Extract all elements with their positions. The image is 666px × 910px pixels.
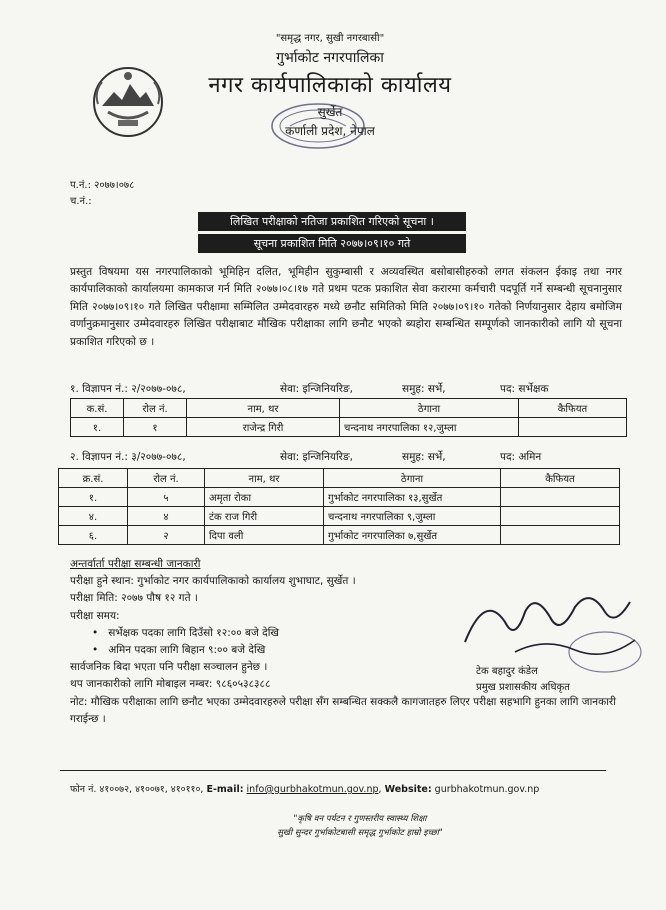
ad2-group: समुह: सर्भे, xyxy=(402,451,446,463)
col-remarks: कैफियत xyxy=(501,469,620,488)
motto: "समृद्ध नगर, सुखी नगरबासी" xyxy=(275,33,385,44)
signatory-block xyxy=(476,664,570,693)
footer-email-label: E-mail: xyxy=(206,784,244,795)
cell-address: गुर्भाकोट नगरपालिका १३,सुर्खेत xyxy=(324,488,501,507)
col-sn: क्र.सं. xyxy=(59,469,128,488)
ad1-post: पद: सर्भेक्षक xyxy=(500,383,549,395)
exam-venue: परीक्षा हुने स्थान: गुर्भाकोट नगर कार्यपालिकाको कार्यालय शुभाघाट, सुर्खेत । xyxy=(70,575,356,588)
table-row xyxy=(71,418,627,437)
cell-name: दिपा वली xyxy=(205,526,324,545)
reference-numbers xyxy=(70,178,134,210)
table-row xyxy=(59,507,620,526)
contact-mobile: थप जानकारीको लागि मोबाइल नम्बर: ९८६०५३८३८८ xyxy=(70,678,271,691)
cell-address: चन्दनाथ नगरपालिका ९,जुम्ला xyxy=(324,507,501,526)
ad2-results-table xyxy=(58,468,620,545)
signatory-name: टेक बहादुर कंडेल xyxy=(476,666,538,677)
col-address: ठेगाना xyxy=(324,469,501,488)
dispatch-number: च.नं.: xyxy=(70,196,92,207)
address-district: सुर्खेत xyxy=(317,105,343,119)
address-province: कर्णाली प्रदेश, नेपाल xyxy=(285,124,375,138)
ad1-results-table xyxy=(70,398,627,437)
footer-website-link[interactable]: gurbhakotmun.gov.np xyxy=(434,784,540,795)
exam-date: परीक्षा मिति: २०७७ पौष १२ गते । xyxy=(70,592,198,605)
col-name: नाम, थर xyxy=(205,469,324,488)
ad2-number: २. विज्ञापन नं.: ३/२०७७-०७८, xyxy=(70,451,186,463)
nepal-emblem-icon xyxy=(88,62,168,142)
cell-sn: ६. xyxy=(59,526,128,545)
signatory-title: प्रमुख प्रशासकीय अधिकृत xyxy=(476,682,570,693)
cell-name: टंक राज गिरी xyxy=(205,507,324,526)
letter-number: प.नं.: २०७७।०७८ xyxy=(70,180,135,191)
footer-phone: फोन नं. ४१००७२, ४१००७१, ४१०११०, xyxy=(70,784,204,795)
table-row xyxy=(59,488,620,507)
col-roll: रोल नं. xyxy=(124,399,187,418)
holiday-note: सार्वजनिक बिदा भएता पनि परीक्षा सञ्चालन हुनेछ । xyxy=(70,661,268,674)
cell-remarks xyxy=(501,507,620,526)
ad2-service: सेवा: इन्जिनियरिङ, xyxy=(280,451,354,463)
cell-sn: ४. xyxy=(59,507,128,526)
exam-time-label: परीक्षा समय: xyxy=(70,609,120,622)
intro-paragraph: प्रस्तुत विषयमा यस नगरपालिकाको भूमिहिन दलित, भूमिहीन सुकुम्बासी र अव्यवस्थित बसोबासीहरुको लगत संकलन ईकाइ तथा नगर कार्यपालिकाको कार्यालयमा कामकाज गर्न मिति २०७७।०८।१७ गते प्रथम पटक प्रकाशित सेवा करारमा कर्मचारी पदपूर्ति गर्ने सम्बन्धी सूचनानुसार मिति २०७७।०९।१० गते लिखित परीक्षामा सम्मिलित उम्मेदवारहरु मध्ये छनौट समितिको मिति २०७७।०९।१० गतेको निर्णयानुसार देहाय बमोजिम वर्णानुक्रमानुसार उम्मेदवारहरु लिखित परीक्षाबाट मौखिक परीक्षाका लागि छनौट भएको ब्यहोरा सम्बन्धित सम्पूर्णको जानकारीको लागि यो सूचना प्रकाशित गरिएको छ । xyxy=(70,266,622,348)
ad1-group: समुह: सर्भे, xyxy=(402,383,446,395)
interview-heading: अन्तर्वार्ता परीक्षा सम्बन्धी जानकारी xyxy=(70,558,201,570)
cell-roll: ४ xyxy=(128,507,205,526)
table-row xyxy=(59,526,620,545)
cell-sn: १. xyxy=(71,418,124,437)
candidate-note: नोट: मौखिक परीक्षाका लागि छनौट भएका उम्मेदवारहरुले परीक्षा सँग सम्बन्धित सक्कलै कागजातहरु लिएर परीक्षा सहभागि हुनका लागि जानकारी गराईन्छ । xyxy=(70,695,616,725)
slogan-line1: "कृषि वन पर्यटन र गुणस्तरीय स्वास्थ्य शिक्षा xyxy=(293,814,427,824)
table-header-row xyxy=(71,399,627,418)
office-name: नगर कार्यपालिकाको कार्यालय xyxy=(208,73,452,98)
cell-sn: १. xyxy=(59,488,128,507)
cell-remarks xyxy=(501,526,620,545)
table-header-row xyxy=(59,469,620,488)
col-sn: क.सं. xyxy=(71,399,124,418)
exam-time-amin: • अमिन पदका लागि बिहान ९:०० बजे देखि xyxy=(70,642,630,659)
footer-email-link[interactable]: info@gurbhakotmun.gov.np xyxy=(246,784,379,795)
slogan-line2: सुखी सुन्दर गुर्भाकोटबासी समृद्ध गुर्भाकोट हाम्रो इच्छा" xyxy=(277,828,443,838)
cell-remarks xyxy=(519,418,627,437)
cell-address: चन्दनाथ नगरपालिका १२,जुम्ला xyxy=(340,418,519,437)
municipality-name: गुर्भाकोट नगरपालिका xyxy=(276,50,384,66)
cell-roll: १ xyxy=(124,418,187,437)
cell-remarks xyxy=(501,488,620,507)
footer-website-label: Website: xyxy=(384,784,432,795)
exam-time-surveyor: • सर्भेक्षक पदका लागि दिउँसो १२:०० बजे देखि xyxy=(70,625,630,642)
notice-date: सूचना प्रकाशित मिति २०७७।०९।१० गते xyxy=(198,234,466,253)
office-stamp-icon xyxy=(268,100,368,152)
notice-title: लिखित परीक्षाको नतिजा प्रकाशित गरिएको सूचना । xyxy=(198,212,466,231)
cell-name: राजेन्द्र गिरी xyxy=(187,418,340,437)
ad1-service: सेवा: इन्जिनियरिङ, xyxy=(280,383,354,395)
col-name: नाम, थर xyxy=(187,399,340,418)
cell-address: गुर्भाकोट नगरपालिका ७,सुर्खेत xyxy=(324,526,501,545)
col-remarks: कैफियत xyxy=(519,399,627,418)
footer-slogan xyxy=(200,812,520,840)
cell-roll: २ xyxy=(128,526,205,545)
ad2-post: पद: अमिन xyxy=(500,451,542,463)
cell-roll: ५ xyxy=(128,488,205,507)
cell-name: अमृता रोका xyxy=(205,488,324,507)
col-roll: रोल नं. xyxy=(128,469,205,488)
footer-divider xyxy=(60,770,606,771)
footer-contact: फोन नं. ४१००७२, ४१००७१, ४१०११०, E-mail: info@gurbhakotmun.gov.np, Website: gurbhakotmun.gov.np xyxy=(70,784,540,795)
col-address: ठेगाना xyxy=(340,399,519,418)
ad1-number: १. विज्ञापन नं.: २/२०७७-०७८, xyxy=(70,383,186,395)
